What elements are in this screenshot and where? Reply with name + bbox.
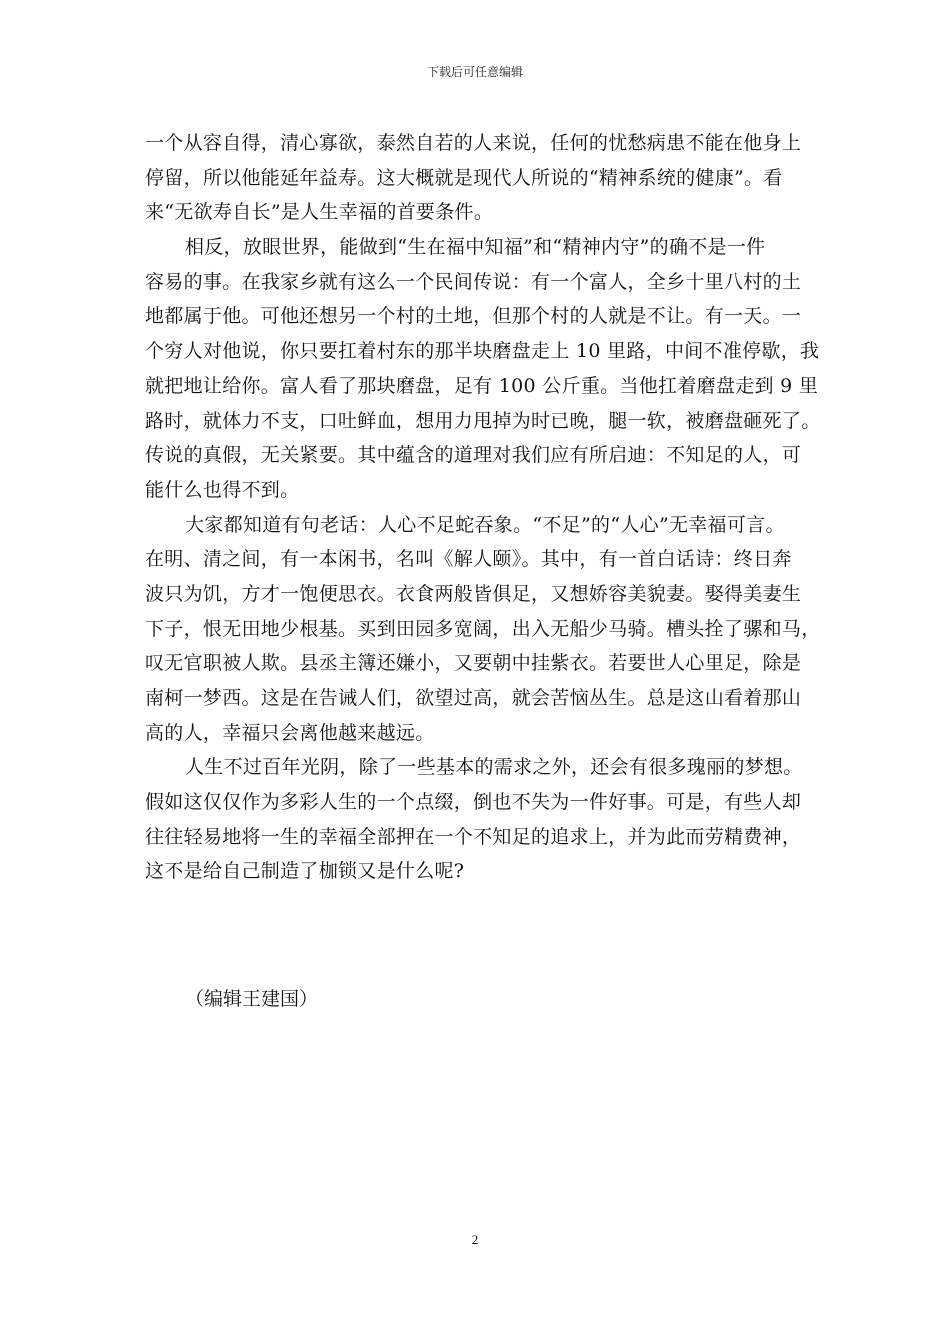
text-line: 大家都知道有句老话：人心不足蛇吞象。“不足”的“人心”无幸福可言。 bbox=[185, 513, 785, 536]
text-line: 能什么也得不到。 bbox=[145, 478, 300, 501]
text-line: 相反，放眼世界，能做到“生在福中知福”和“精神内守”的确不是一件 bbox=[185, 236, 766, 259]
text-line: 路时，就体力不支，口吐鲜血，想用力甩掉为时已晚，腿一软，被磨盘砸死了。 bbox=[145, 409, 821, 432]
article-body bbox=[145, 126, 821, 889]
text-line: 一个从容自得，清心寡欲，泰然自若的人来说，任何的忧愁病患不能在他身上 bbox=[145, 132, 802, 154]
text-line: 波只为饥，方才一饱便思衣。衣食两般皆俱足，又想娇容美貌妻。娶得美妻生 bbox=[145, 582, 802, 605]
text-line: 就把地让给你。富人看了那块磨盘，足有 100 公斤重。当他扛着磨盘走到 9 里 bbox=[145, 374, 819, 397]
paragraph bbox=[145, 230, 821, 508]
text-line: 叹无官职被人欺。县丞主簿还嫌小，又要朝中挂紫衣。若要世人心里足，除是 bbox=[145, 652, 802, 675]
text-line: 南柯一梦西。这是在告诫人们，欲望过高，就会苦恼丛生。总是这山看着那山 bbox=[145, 687, 802, 709]
paragraph bbox=[145, 126, 807, 230]
page-number: 2 bbox=[471, 1232, 479, 1247]
editor-credit: （编辑王建国） bbox=[185, 988, 319, 1010]
text-line: 下子，恨无田地少根基。买到田园多宽阔，出入无船少马骑。槽头拴了骡和马， bbox=[145, 617, 821, 640]
text-line: 容易的事。在我家乡就有这么一个民间传说：有一个富人，全乡十里八村的土 bbox=[145, 270, 802, 293]
text-line: 往往轻易地将一生的幸福全部押在一个不知足的追求上，并为此而劳精费神， bbox=[145, 825, 802, 848]
paragraph bbox=[145, 750, 807, 889]
text-line: 在明、清之间，有一本闲书，名叫《解人颐》。其中，有一首白话诗：终日奔 bbox=[145, 548, 792, 571]
text-line: 来“无欲寿自长”是人生幸福的首要条件。 bbox=[145, 201, 494, 224]
text-line: 假如这仅仅作为多彩人生的一个点缀，倒也不失为一件好事。可是，有些人却 bbox=[145, 791, 802, 814]
text-line: 传说的真假，无关紧要。其中蕴含的道理对我们应有所启迪：不知足的人，可 bbox=[145, 444, 802, 467]
text-line: 个穷人对他说，你只要扛着村东的那半块磨盘走上 10 里路，中间不准停歇，我 bbox=[145, 340, 820, 363]
text-line: 高的人，幸福只会离他越来越远。 bbox=[145, 721, 435, 744]
text-line: 这不是给自己制造了枷锁又是什么呢? bbox=[145, 860, 465, 883]
text-line: 停留，所以他能延年益寿。这大概就是现代人所说的“精神系统的健康”。看 bbox=[145, 166, 783, 189]
paragraph bbox=[145, 508, 821, 751]
page-header: 下载后可任意编辑 bbox=[426, 65, 523, 79]
text-line: 地都属于他。可他还想另一个村的土地，但那个村的人就是不让。有一天。一 bbox=[145, 305, 802, 328]
text-line: 人生不过百年光阴，除了一些基本的需求之外，还会有很多瑰丽的梦想。 bbox=[185, 756, 803, 779]
